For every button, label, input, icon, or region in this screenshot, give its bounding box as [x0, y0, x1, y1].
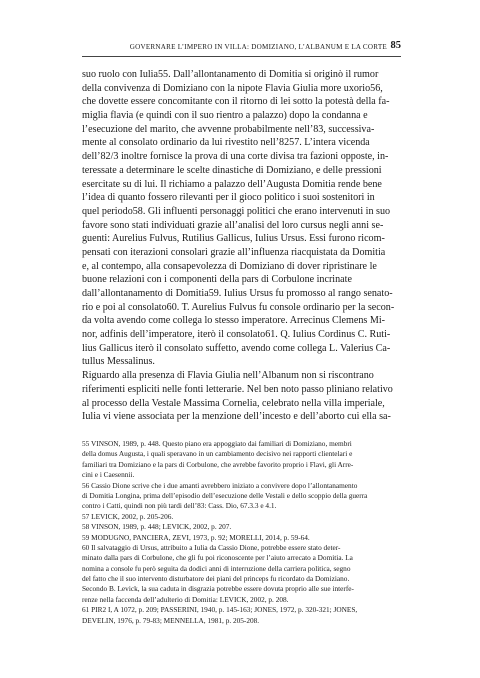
running-header	[82, 42, 401, 57]
footnote-line: 59 MODUGNO, PANCIERA, ZEVI, 1973, p. 92; MORELLI, 2014, p. 59-64.	[82, 532, 310, 542]
footnote-line: minato dalla pars di Corbulone, che gli fu poi riconoscente per l’aiuto arrecato a Domitia. La	[82, 553, 353, 563]
body-line: Riguardo alla presenza di Flavia Giulia nell’Albanum non si riscontrano	[82, 370, 374, 382]
body-line: l’idea di quanto fossero rilevanti per il gioco politico i suoi sostenitori in	[82, 192, 375, 204]
footnote-line: contro i Catti, quindi non più tardi dell’83: Cass. Dio, 67.3.3 e 4.1.	[82, 501, 277, 511]
main-text	[82, 68, 401, 424]
footnote-line: DEVELIN, 1976, p. 79-83; MENNELLA, 1981, p. 205-208.	[82, 615, 260, 625]
body-line: dell’82/3 inoltre fornisce la prova di una corte divisa tra fazioni opposte, in-	[82, 151, 389, 163]
body-line: quel periodo58. Gli influenti personaggi politici che erano intervenuti in suo	[82, 205, 391, 217]
footnote-line: 58 VINSON, 1989, p. 448; LEVICK, 2002, p. 207.	[82, 522, 232, 532]
body-line: rio e poi al consolato60. T. Aurelius Fulvus fu console ordinario per la secon-	[82, 301, 395, 313]
body-line: l’esecuzione del marito, che avvenne probabilmente nell’83, successiva-	[82, 123, 375, 135]
body-line: riferimenti espliciti nelle fonti letterarie. Nel ben noto passo pliniano relativo	[82, 383, 393, 395]
body-line: miglia flavia (e quindi con il suo rientro a palazzo) dopo la condanna e	[82, 110, 368, 122]
footnote-line: 61 PIR2 I, A 1072, p. 209; PASSERINI, 1940, p. 145-163; JONES, 1972, p. 320-321; JONES,	[82, 605, 358, 615]
body-line: esercitate su di lui. Il richiamo a palazzo dell’Augusta Domitia rende bene	[82, 178, 382, 190]
footnote-line: 55 VINSON, 1989, p. 448. Questo piano era appoggiato dai familiari di Domiziano, membri	[82, 439, 352, 448]
body-line: tullus Messalinus.	[82, 356, 155, 368]
body-line: da volta avendo come collega lo stesso imperatore. Arrecinus Clemens Mi-	[82, 315, 386, 327]
footnote-line: di Domitia Longina, prima dell’episodio dell’esecuzione delle Vestali e dello scoppio della guerra	[82, 490, 368, 500]
footnote-line: della domus Augusta, i quali speravano in un cambiamento decisivo nei rapporti clientelari e	[82, 449, 353, 459]
running-header-title: GOVERNARE L’IMPERO IN VILLA: DOMIZIANO, L’ALBANUM E LA CORTE	[129, 43, 387, 51]
body-line: dall’allontanamento di Domitia59. Iulius Ursus fu promosso al rango senato-	[82, 288, 393, 299]
page-number: 85	[390, 40, 401, 51]
footnote-line: 60 Il salvataggio di Ursus, attribuito a Iulia da Cassio Dione, potrebbe essere stato deter-	[82, 542, 341, 552]
body-line: favore sono stati individuati grazie all’analisi del loro cursus negli anni se-	[82, 219, 384, 231]
body-line: Iulia vi viene associata per la menzione dell’incesto e dell’aborto cui ella sa-	[82, 411, 391, 423]
body-line: al processo della Vestale Massima Cornelia, celebrato nella villa imperiale,	[82, 397, 385, 409]
footnote-line: 57 LEVICK, 2002, p. 205-206.	[82, 511, 174, 521]
footnote-line: cini e i Caesennii.	[82, 470, 135, 480]
body-line: e, al contempo, alla consapevolezza di Domiziano di dover ripristinare le	[82, 260, 377, 272]
body-line: suo ruolo con Iulia55. Dall’allontanamento di Domitia si originò il rumor	[82, 69, 379, 80]
body-line: della convivenza di Domiziano con la nipote Flavia Giulia more uxorio56,	[82, 82, 383, 94]
body-line: guenti: Aurelius Fulvus, Rutilius Gallicus, Iulius Ursus. Essi furono ricom-	[82, 233, 385, 245]
body-line: che dovette essere concomitante con il ritorno di lei sotto la potestà della fa-	[82, 96, 390, 108]
body-line: nor, adfinis dell’imperatore, iterò il consolato61. Q. Iulius Cordinus C. Ruti-	[82, 329, 391, 341]
body-line: teressate a determinare le scelte dinastiche di Domiziano, e delle pressioni	[82, 164, 382, 176]
body-line: pensati con iterazioni consolari grazie all’influenza riacquistata da Domitia	[82, 246, 386, 258]
footnotes	[82, 439, 401, 626]
footnote-line: Secondo B. Levick, la sua caduta in disgrazia potrebbe essere dovuta proprio alle sue interfe-	[82, 584, 354, 594]
footnote-line: nomina a console fu però seguita da dodici anni di interruzione della carriera politica, segno	[82, 563, 351, 573]
footnote-line: del fatto che il suo intervento disturbatore dei piani del princeps fu ricordato da Domiziano.	[82, 574, 350, 584]
footnote-line: familiari tra Domiziano e la pars di Corbulone, che avrebbe favorito proprio i Flavi, gli Arre-	[82, 459, 354, 469]
body-line: mente al consolato ordinario da lui rivestito nell’8257. L’intera vicenda	[82, 137, 370, 149]
footnote-line: 56 Cassio Dione scrive che i due amanti avrebbero iniziato a convivere dopo l’allontanamento	[82, 480, 358, 490]
body-line: buone relazioni con i componenti della pars di Corbulone incrinate	[82, 274, 352, 286]
footnote-line: renze nella faccenda dell’adulterio di Domitia: LEVICK, 2002, p. 208.	[82, 594, 289, 604]
body-line: lius Gallicus iterò il consolato suffetto, avendo come collega L. Valerius Ca-	[82, 342, 391, 354]
